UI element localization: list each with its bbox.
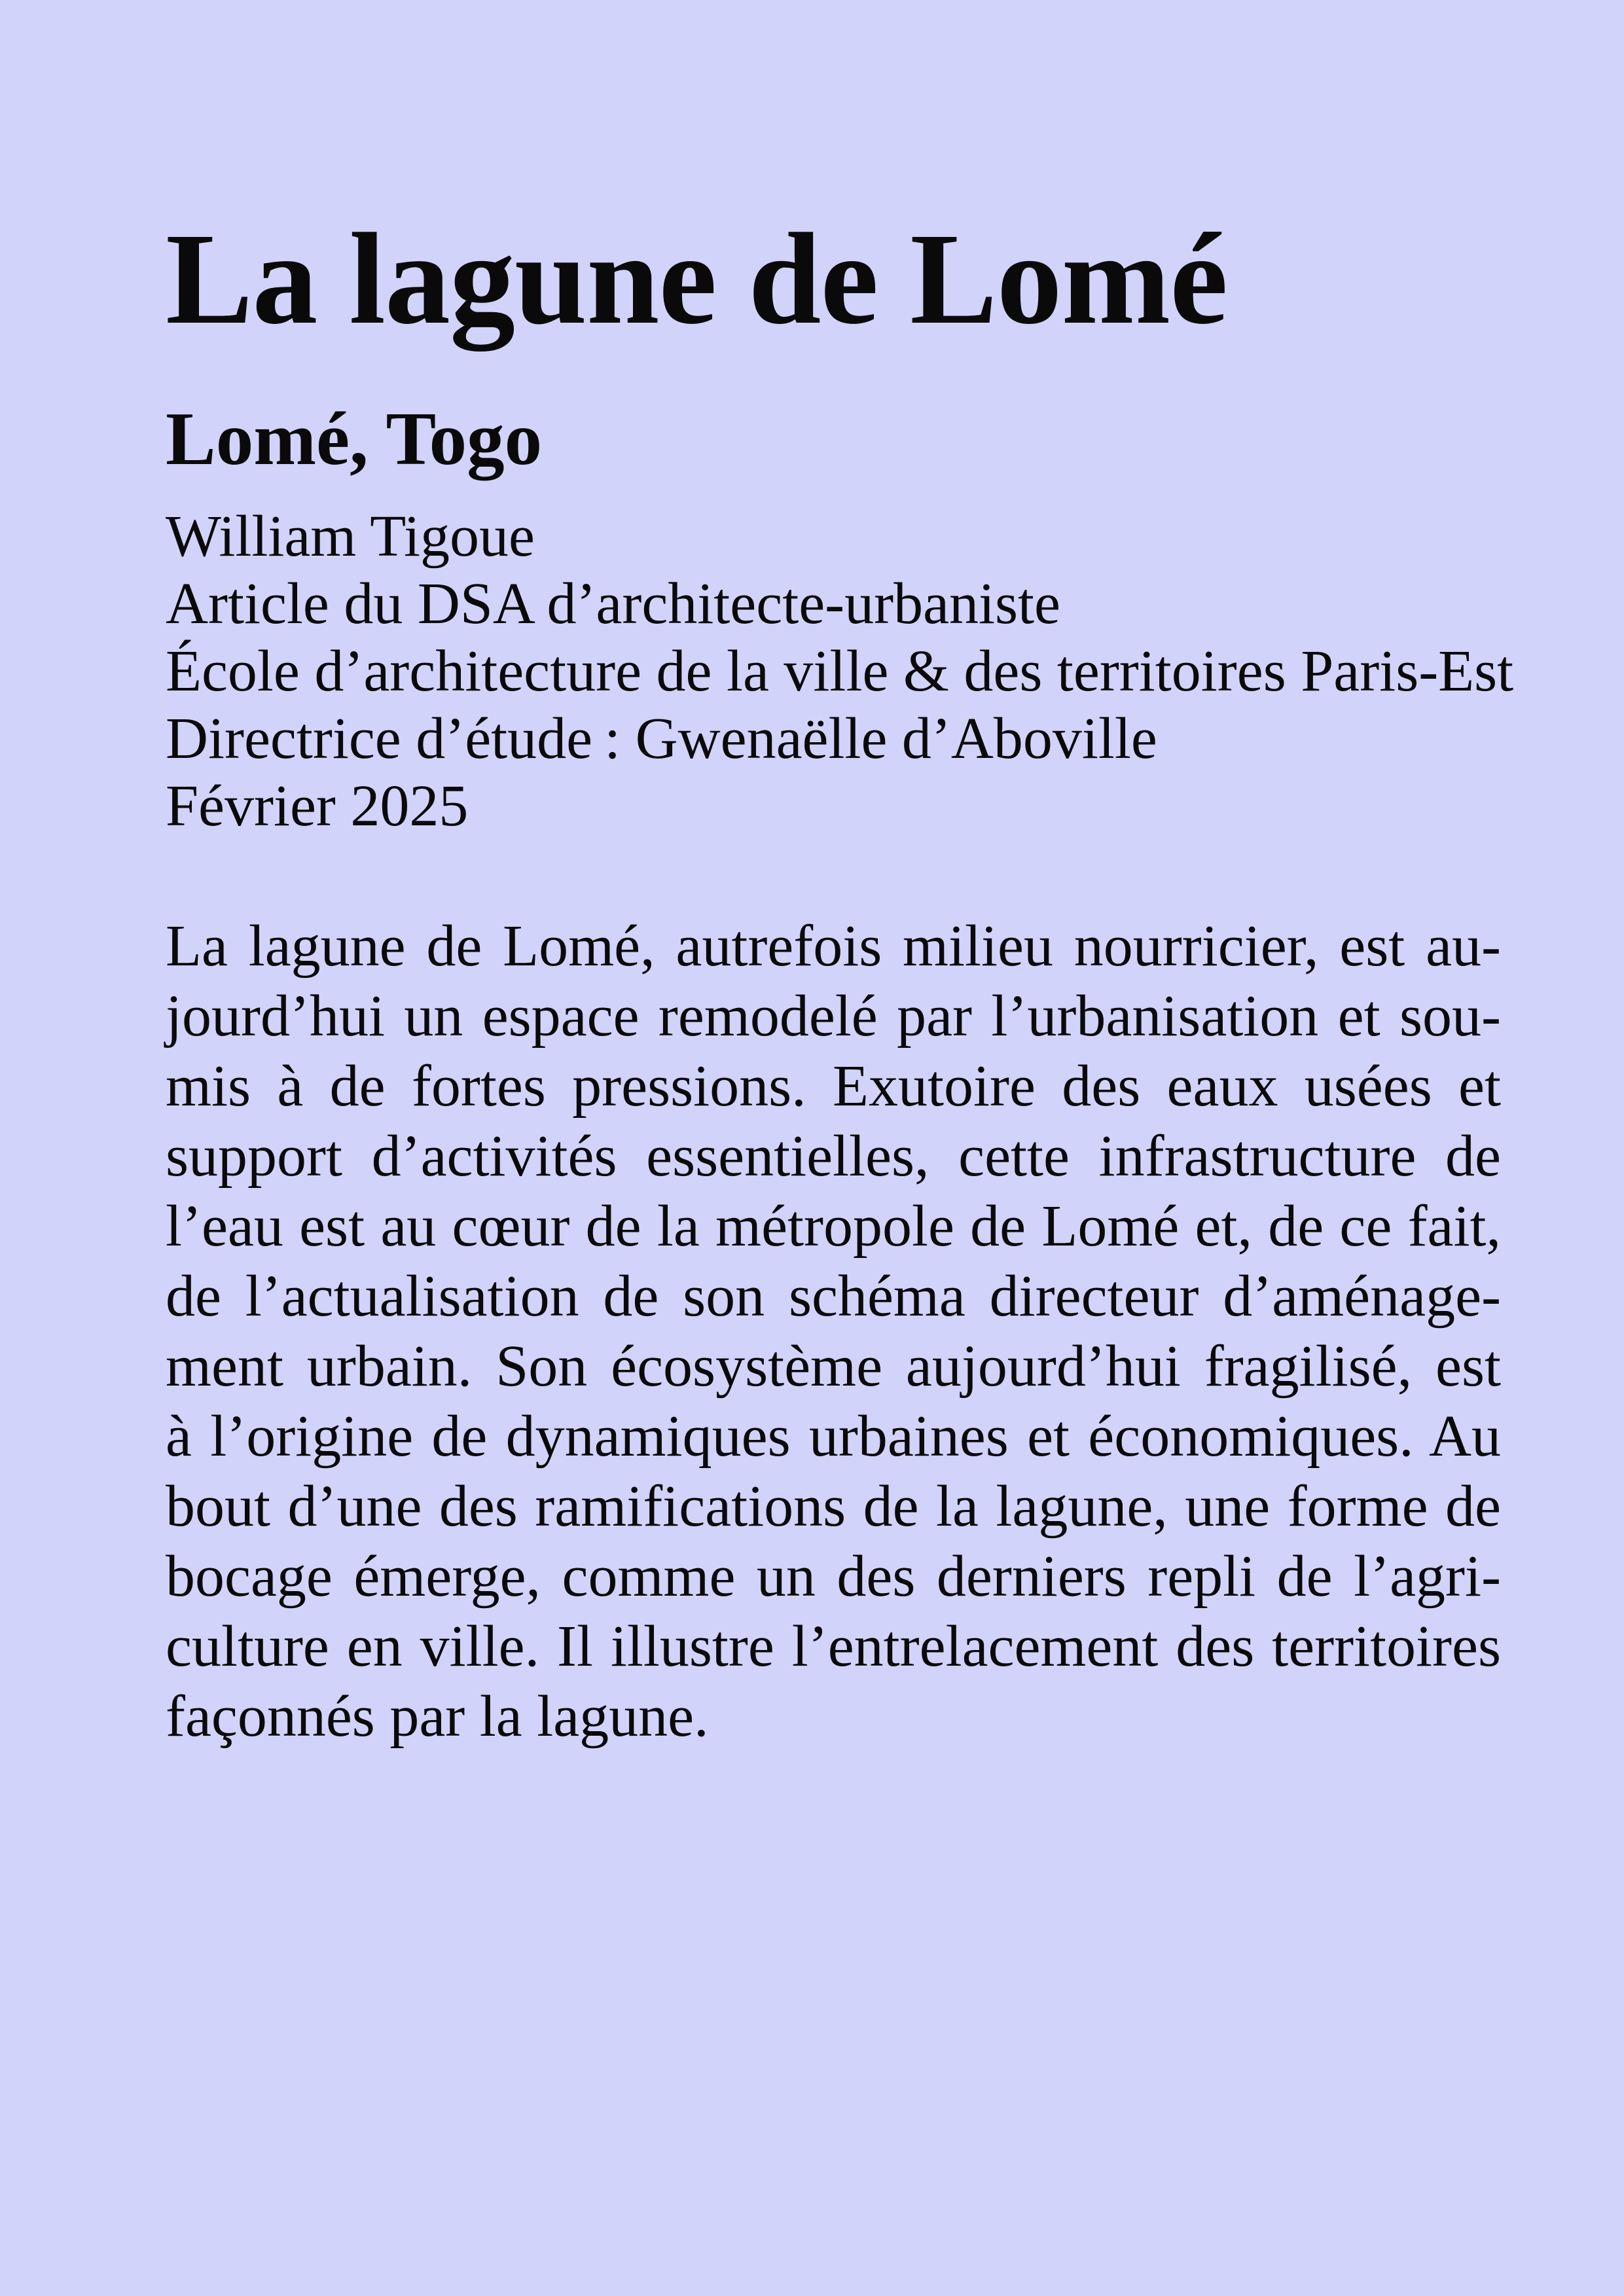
page-title: La lagune de Lomé (166, 207, 1227, 351)
credits-block (166, 503, 1513, 840)
abstract-line: l’eau est au cœur de la métropole de Lomé et, de ce fait, (166, 1194, 1501, 1259)
abstract-line: mis à de fortes pressions. Exutoire des eaux usées et (166, 1054, 1501, 1119)
credits-school: École d’architecture de la ville & des territoires Paris-Est (166, 639, 1514, 704)
abstract-line: culture en ville. Il illustre l’entrelacement des territoires (166, 1614, 1501, 1679)
abstract-line: La lagune de Lomé, autrefois milieu nourricier, est au- (166, 914, 1501, 978)
abstract-line: de l’actualisation de son schéma directeur d’aménage- (166, 1264, 1501, 1329)
abstract-line: ment urbain. Son écosystème aujourd’hui fragilisé, est (166, 1334, 1501, 1399)
credits-advisor: Directrice d’étude : Gwenaëlle d’Aboville (166, 706, 1157, 771)
credits-work-type: Article du DSA d’architecte-urbaniste (166, 571, 1061, 636)
abstract-line: bocage émerge, comme un des derniers repli de l’agri- (166, 1544, 1501, 1609)
abstract-line: support d’activités essentielles, cette infrastructure de (166, 1124, 1501, 1189)
abstract-line: façonnés par la lagune. (166, 1684, 709, 1749)
page-subtitle: Lomé, Togo (166, 397, 543, 481)
abstract-paragraph (166, 911, 1501, 1751)
abstract-line: jourd’hui un espace remodelé par l’urbanisation et sou- (166, 984, 1501, 1049)
credits-date: Février 2025 (166, 774, 469, 838)
abstract-line: bout d’une des ramifications de la lagune, une forme de (166, 1474, 1501, 1539)
credits-author: William Tigoue (166, 504, 535, 569)
abstract-line: à l’origine de dynamiques urbaines et économiques. Au (166, 1404, 1501, 1469)
